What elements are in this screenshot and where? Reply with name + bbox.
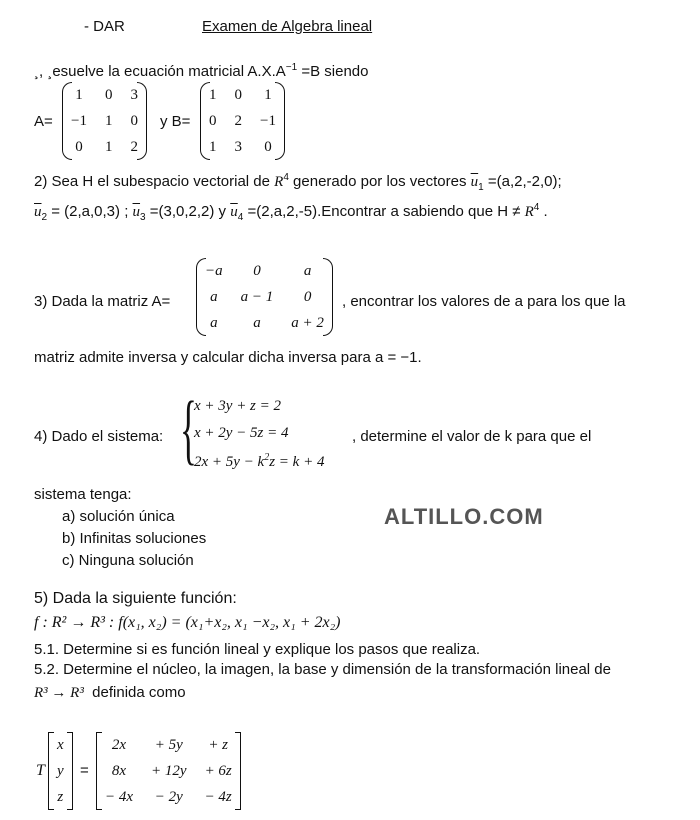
header-left: - DAR [84, 18, 125, 35]
q2-sub: 2 [41, 212, 48, 223]
matrix-cell: −a [205, 262, 223, 279]
matrix-cell: 1 [75, 86, 83, 103]
q2-u1-value: =(a,2,-2,0); [487, 173, 562, 190]
q4-line2: sistema tenga: [34, 486, 132, 503]
system-eq1: x + 3y + z = 2 [194, 398, 282, 414]
q5-title: 5) Dada la siguiente función: [34, 590, 237, 607]
q2-sub: 3 [140, 212, 146, 223]
matrix-cell: 1 [264, 86, 272, 103]
matrix-cell: − 4z [204, 788, 232, 805]
matrix-cell: 1 [209, 138, 217, 155]
matrix-q3 [196, 258, 333, 336]
eq3-part-a: 2x + 5y − k [194, 454, 265, 470]
q2-u3-value: =(3,0,2,2) y [149, 203, 227, 220]
matrix-cell: − 4x [105, 788, 134, 805]
matrix-cell: 1 [209, 86, 217, 103]
q2-sub: 1 [478, 182, 484, 193]
system-eq3 [194, 452, 324, 471]
matrix-cell: 1 [104, 138, 113, 155]
matrix-cell: a [303, 262, 312, 279]
q1-tail: =B siendo [301, 63, 369, 80]
q2-text: 2) Sea H el subespacio vectorial de [34, 173, 270, 190]
q5-map-line [34, 684, 186, 702]
matrix-cell: 3 [130, 86, 138, 103]
q2-r2: R [524, 204, 534, 220]
q4-option-b: b) Infinitas soluciones [62, 530, 207, 547]
q5-part2: 5.2. Determine el núcleo, la imagen, la base y dimensión de la transformación lineal de [34, 661, 611, 678]
q2-text-b: generado por los vectores [293, 173, 467, 190]
q1-mid-label: y B= [160, 113, 191, 130]
matrix-cell: a [253, 314, 261, 331]
matrix-cell: 0 [303, 288, 312, 305]
matrix-cell: + 5y [154, 736, 183, 753]
matrix-cell: −1 [71, 112, 87, 129]
matrix-cell: 0 [75, 138, 83, 155]
q2-line1 [34, 172, 562, 193]
matrix-cell: 0 [130, 112, 138, 129]
q5-map: R³ → R³ [34, 685, 84, 701]
matrix-cell: + 6z [204, 762, 232, 779]
q5-defined: definida como [92, 684, 186, 701]
matrix-cell: + z [208, 736, 229, 753]
matrix-cell: 0 [264, 138, 272, 155]
matrix-cell: a [210, 314, 218, 331]
system-eq2: x + 2y − 5z = 4 [194, 425, 289, 441]
transform-t: T [36, 762, 45, 779]
q3-lead: 3) Dada la matriz A= [34, 293, 171, 310]
q2-end: . [543, 203, 548, 220]
q4-option-a: a) solución única [62, 508, 175, 525]
matrix-cell: 2 [130, 138, 138, 155]
equals-sign: = [80, 762, 89, 779]
q4-tail: , determine el valor de k para que el [352, 428, 592, 445]
matrix-cell: 0 [209, 112, 217, 129]
q2-u2-value: = (2,a,0,3) ; [51, 203, 129, 220]
q5-part1: 5.1. Determine si es función lineal y explique los pasos que realiza. [34, 641, 481, 658]
q1-sup: −1 [285, 62, 298, 73]
q1-lead: ¸, ¸esuelve la ecuación matricial A.X.A [34, 63, 286, 80]
matrix-cell: + 12y [151, 762, 187, 779]
matrix-b [200, 82, 285, 160]
matrix-cell: 2 [234, 112, 242, 129]
matrix-cell: a − 1 [240, 288, 274, 305]
q2-sub: 4 [237, 212, 244, 223]
matrix-cell: 0 [253, 262, 261, 279]
matrix-cell: 0 [104, 86, 113, 103]
q2-pow2: 4 [533, 202, 540, 213]
q4-lead: 4) Dado el sistema: [34, 428, 164, 445]
matrix-cell: a [210, 288, 218, 305]
q4-option-c: c) Ninguna solución [62, 552, 194, 569]
vector-cell: y [57, 762, 64, 779]
vector-u4: $\overline{u}$ [230, 204, 238, 220]
matrix-a [62, 82, 147, 160]
system-brace: { [180, 385, 197, 472]
matrix-cell: a + 2 [291, 314, 324, 331]
matrix-cell: 2x [111, 736, 127, 753]
exam-title: Examen de Algebra lineal [202, 18, 373, 35]
q2-u4-value: =(2,a,2,-5).Encontrar a sabiendo que H ≠ [247, 203, 521, 220]
vector-cell: z [57, 788, 64, 805]
q5-function: f : R² → R³ : f(x₁, x₂) = (x₁+x₂, x₁ −x₂, x₁ + 2x₂) [34, 614, 341, 631]
vector-u2: $\overline{u}$ [34, 204, 42, 220]
matrix-cell: 8x [111, 762, 127, 779]
matrix-cell: − 2y [154, 788, 183, 805]
matrix-cell: 1 [104, 112, 113, 129]
matrix-cell: −1 [260, 112, 276, 129]
transform-matrix [96, 732, 241, 810]
q2-line2 [34, 202, 548, 223]
q2-r: R [274, 174, 284, 190]
q3-tail: , encontrar los valores de a para los que la [342, 293, 626, 310]
q3-line2: matriz admite inversa y calcular dicha inversa para a = −1. [34, 349, 422, 366]
vector-u3: $\overline{u}$ [132, 204, 141, 220]
matrix-cell: 0 [234, 86, 242, 103]
watermark-text: ALTILLO.COM [384, 504, 544, 529]
q2-pow: 4 [283, 172, 289, 183]
q1-a-label: A= [34, 113, 53, 130]
matrix-cell: 3 [234, 138, 242, 155]
eq3-part-b: z = k + 4 [269, 454, 325, 470]
vector-cell: x [57, 736, 64, 753]
vector-u1: $\overline{u}$ [470, 174, 479, 190]
vector-xyz [48, 732, 73, 810]
q1-statement [34, 62, 369, 80]
eq3-sup: 2 [264, 452, 270, 463]
